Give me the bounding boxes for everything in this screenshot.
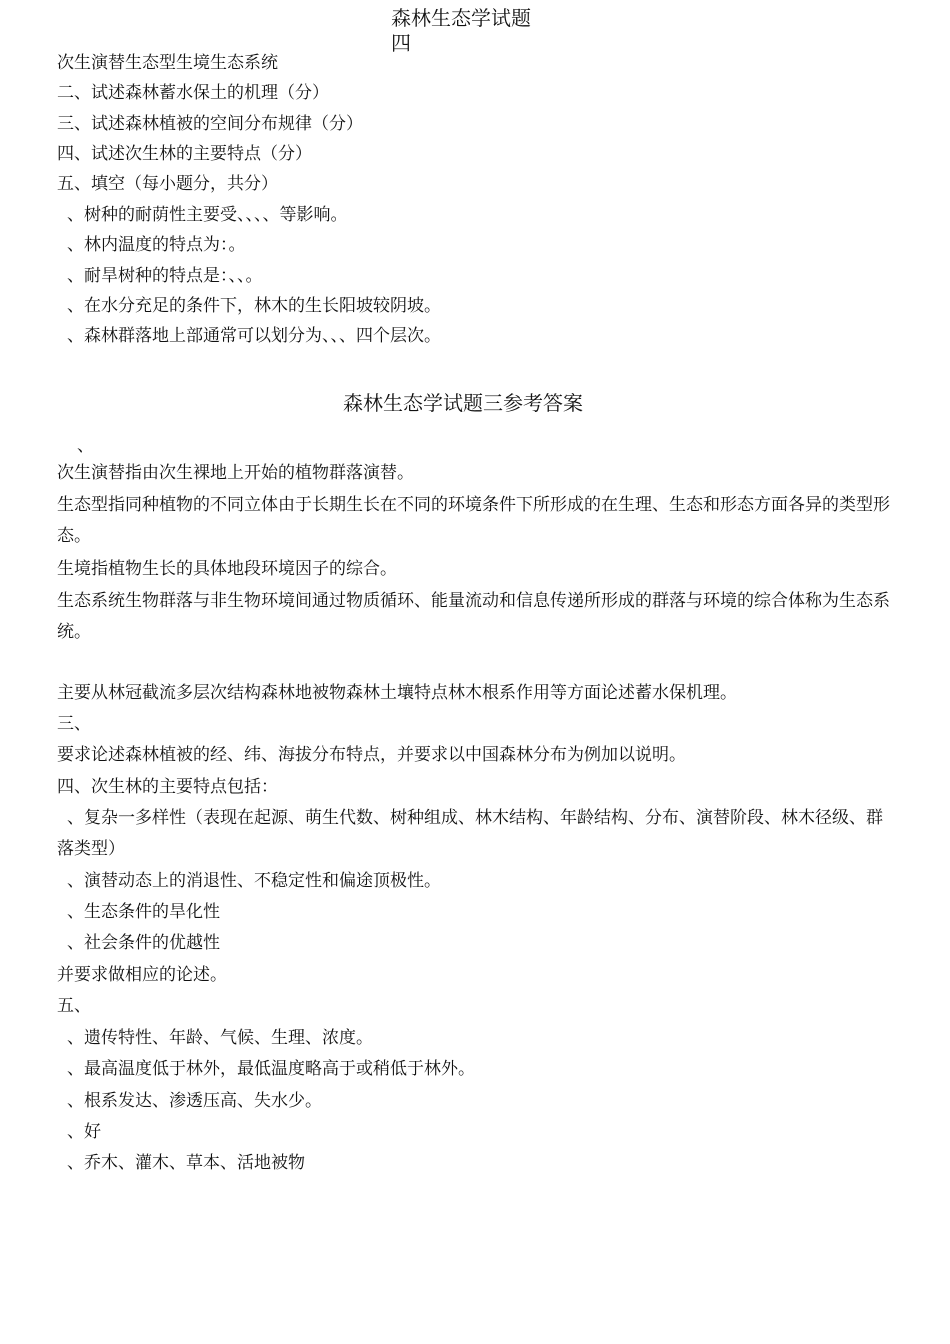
answer-1-marker: 、 bbox=[77, 436, 94, 456]
answer-4-item-text: 、复杂一多样性（表现在起源、萌生代数、树种组成、林木结构、年龄结构、分布、演替阶段、林木径级、群落类型） bbox=[57, 808, 883, 859]
question-1-terms: 次生演替生态型生境生态系统 bbox=[57, 53, 278, 73]
answer-4-item: 、演替动态上的消退性、不稳定性和偏途顶极性。 bbox=[67, 871, 441, 891]
answer-4-item: 、生态条件的旱化性 bbox=[67, 902, 220, 922]
answer-5-item: 、遗传特性、年龄、气候、生理、浓度。 bbox=[67, 1028, 373, 1048]
question-4: 四、试述次生林的主要特点（分） bbox=[57, 144, 312, 164]
question-5-item: 、在水分充足的条件下，林木的生长阳坡较阴坡。 bbox=[67, 296, 441, 316]
question-5-item: 、森林群落地上部通常可以划分为、、、四个层次。 bbox=[67, 326, 441, 346]
question-5-item: 、树种的耐荫性主要受、、、、等影响。 bbox=[67, 205, 348, 225]
question-5-item: 、林内温度的特点为：。 bbox=[67, 235, 246, 255]
answer-4-label: 四、次生林的主要特点包括： bbox=[57, 777, 278, 797]
answer-1-line: 生境指植物生长的具体地段环境因子的综合。 bbox=[57, 559, 397, 579]
answer-5-label: 五、 bbox=[57, 996, 91, 1016]
answer-1-line: 次生演替指由次生裸地上开始的植物群落演替。 bbox=[57, 463, 414, 483]
answer-1-line: 生态型指同种植物的不同立体由于长期生长在不同的环境条件下所形成的在生理、生态和形态方面各异的类型形态。 bbox=[57, 495, 890, 546]
answer-5-item: 、最高温度低于林外，最低温度略高于或稍低于林外。 bbox=[67, 1059, 475, 1079]
answer-5-item: 、根系发达、渗透压高、失水少。 bbox=[67, 1091, 322, 1111]
question-5: 五、填空（每小题分，共分） bbox=[57, 174, 278, 194]
question-2: 二、试述森林蓄水保土的机理（分） bbox=[57, 83, 329, 103]
answer-4-item bbox=[57, 803, 897, 865]
answer-5-item: 、好 bbox=[67, 1122, 101, 1142]
question-3: 三、试述森林植被的空间分布规律（分） bbox=[57, 114, 363, 134]
exam-title-line1: 森林生态学试题 bbox=[391, 6, 531, 30]
answer-title: 森林生态学试题三参考答案 bbox=[343, 391, 583, 415]
answer-4-note: 并要求做相应的论述。 bbox=[57, 965, 227, 985]
exam-title-line2: 四 bbox=[391, 31, 411, 55]
answer-5-item: 、乔木、灌木、草本、活地被物 bbox=[67, 1153, 305, 1173]
answer-2: 主要从林冠截流多层次结构森林地被物森林土壤特点林木根系作用等方面论述蓄水保机理。 bbox=[57, 683, 737, 703]
answer-1-line: 生态系统生物群落与非生物环境间通过物质循环、能量流动和信息传递所形成的群落与环境的综合体称为生态系统。 bbox=[57, 591, 890, 642]
question-5-item: 、耐旱树种的特点是：、、。 bbox=[67, 266, 263, 286]
answer-4-item: 、社会条件的优越性 bbox=[67, 933, 220, 953]
answer-3-label: 三、 bbox=[57, 714, 91, 734]
answer-3: 要求论述森林植被的经、纬、海拔分布特点，并要求以中国森林分布为例加以说明。 bbox=[57, 745, 686, 765]
exam-title bbox=[391, 6, 531, 56]
